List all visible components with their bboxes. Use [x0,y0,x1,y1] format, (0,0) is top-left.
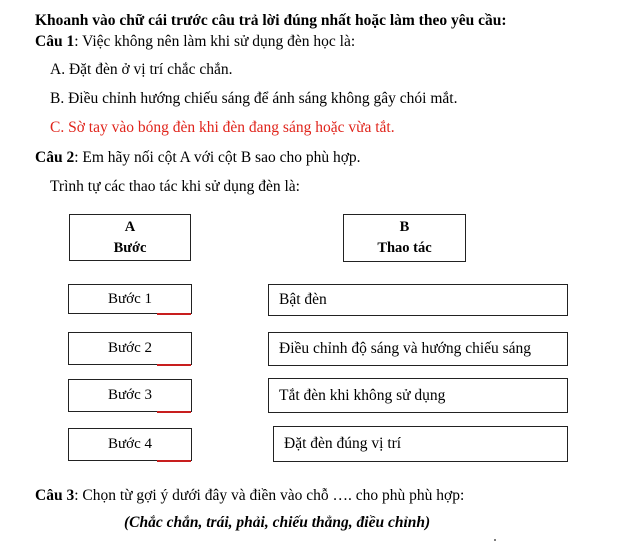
step-box-3[interactable] [68,379,192,412]
instruction-heading: Khoanh vào chữ cái trước câu trả lời đúng nhất hoặc làm theo yêu cầu: [35,12,507,29]
column-a-letter: A [124,218,136,235]
question-3-label: Câu 3 [35,487,75,504]
question-3-text: : Chọn từ gợi ý dưới đây và điền vào chỗ …. cho phù phù hợp: [74,487,465,504]
step-box-2[interactable] [68,332,192,365]
question-3 [35,486,464,506]
column-b-letter: B [399,219,410,235]
action-box-1[interactable] [268,284,568,316]
q1-option-b[interactable]: B. Điều chỉnh hướng chiếu sáng để ánh sáng không gây chói mắt. [50,90,458,107]
step-3-red-mark [157,411,191,413]
step-label-1: Bước 1 [108,290,152,307]
step-label-3: Bước 3 [108,387,152,403]
action-box-2[interactable] [268,332,568,366]
action-label-4: Đặt đèn đúng vị trí [284,435,402,452]
question-2-label: Câu 2 [35,149,75,166]
column-b-header [343,214,466,262]
action-box-3[interactable] [268,378,568,413]
step-4-red-mark [157,460,191,462]
question-1-label: Câu 1 [35,33,75,50]
question-1 [35,32,355,52]
action-label-1: Bật đèn [279,291,327,308]
column-a-header [69,214,191,261]
step-box-4[interactable] [68,428,192,461]
q1-option-c[interactable]: C. Sờ tay vào bóng đèn khi đèn đang sáng hoặc vừa tắt. [50,119,395,136]
question-2 [35,148,361,168]
action-label-2: Điều chỉnh độ sáng và hướng chiếu sáng [279,340,532,357]
step-label-4: Bước 4 [108,436,152,452]
column-b-title: Thao tác [377,240,432,256]
question-2-subtext: Trình tự các thao tác khi sử dụng đèn là: [50,178,300,195]
stray-dot [494,539,496,541]
q1-option-a[interactable]: A. Đặt đèn ở vị trí chắc chắn. [50,61,233,78]
question-1-text: : Việc không nên làm khi sử dụng đèn học là: [74,33,356,50]
step-2-red-mark [157,364,191,366]
step-box-1[interactable] [68,284,192,314]
question-2-text: : Em hãy nối cột A với cột B sao cho phù hợp. [74,149,361,166]
action-label-3: Tắt đèn khi không sử dụng [279,386,446,404]
question-3-hint: (Chắc chắn, trái, phải, chiếu thẳng, điều chỉnh) [124,514,431,531]
column-a-title: Bước [113,239,147,256]
step-1-red-mark [157,313,191,315]
action-box-4[interactable] [273,426,568,462]
step-label-2: Bước 2 [108,340,152,356]
